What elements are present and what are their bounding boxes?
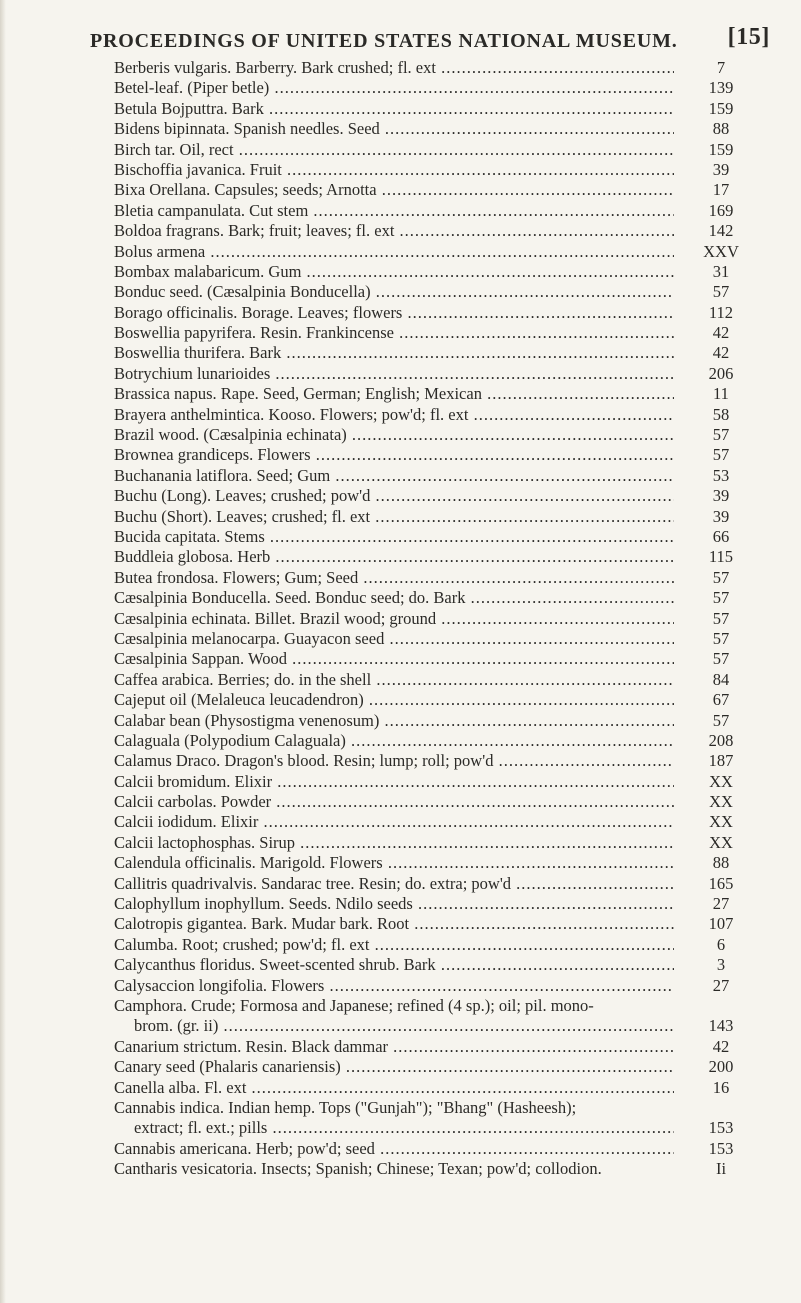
index-entry xyxy=(0,731,801,751)
index-entry xyxy=(0,201,801,221)
entry-text: Cannabis indica. Indian hemp. Tops ("Gunjah"); "Bhang" (Hasheesh); extract; fl. ext.; pills ..... xyxy=(114,1098,674,1139)
running-title: PROCEEDINGS OF UNITED STATES NATIONAL MUSEUM. xyxy=(90,30,678,52)
page-header xyxy=(90,24,770,56)
entry-text: Calabar bean (Physostigma venenosum) ..... xyxy=(114,711,674,731)
entry-page: 107 xyxy=(708,914,734,934)
entry-page: 57 xyxy=(712,608,730,628)
entry-page: 27 xyxy=(712,894,730,914)
entry-page: 57 xyxy=(712,588,730,608)
index-entry xyxy=(0,792,801,812)
entry-text: Buddleia globosa. Herb ..... xyxy=(114,547,674,567)
entry-page: XX xyxy=(709,832,733,852)
entry-text: Calcii carbolas. Powder ..... xyxy=(114,792,674,812)
index-entry xyxy=(0,303,801,323)
entry-page: 42 xyxy=(712,323,730,343)
entry-text: Birch tar. Oil, rect ..... xyxy=(114,140,674,160)
entry-page: 143 xyxy=(708,1016,734,1036)
entry-page: 206 xyxy=(708,363,734,383)
index-entry xyxy=(0,588,801,608)
entry-page: 16 xyxy=(712,1077,730,1097)
index-entry xyxy=(0,282,801,302)
entry-text: Betula Bojputtra. Bark ..... xyxy=(114,99,674,119)
index-entry xyxy=(0,58,801,78)
index-entry xyxy=(0,384,801,404)
entry-text: Canarium strictum. Resin. Black dammar ..... xyxy=(114,1037,674,1057)
entry-text: Bombax malabaricum. Gum ..... xyxy=(114,262,674,282)
entry-text: Cæsalpinia Sappan. Wood ..... xyxy=(114,649,674,669)
index-entry xyxy=(0,649,801,669)
entry-page: 57 xyxy=(712,649,730,669)
entry-page: 57 xyxy=(712,445,730,465)
index-entry xyxy=(0,119,801,139)
index-entry xyxy=(0,894,801,914)
entry-page: 42 xyxy=(712,343,730,363)
entry-text: Calcii iodidum. Elixir ..... xyxy=(114,812,674,832)
entry-page: 53 xyxy=(712,465,730,485)
index-entry xyxy=(0,772,801,792)
entry-page: 17 xyxy=(712,180,730,200)
entry-page: 31 xyxy=(712,261,730,281)
index-entry xyxy=(0,445,801,465)
entry-page: XX xyxy=(709,771,733,791)
index-entry xyxy=(0,140,801,160)
entry-page: 57 xyxy=(712,425,730,445)
index-entry xyxy=(0,78,801,98)
entry-text: Callitris quadrivalvis. Sandarac tree. Resin; do. extra; pow'd ..... xyxy=(114,874,674,894)
entry-page: 153 xyxy=(708,1118,734,1138)
index-entry xyxy=(0,833,801,853)
index-entry xyxy=(0,1037,801,1057)
entry-text: Brownea grandiceps. Flowers ..... xyxy=(114,445,674,465)
entry-page: 57 xyxy=(712,628,730,648)
entry-text: Caffea arabica. Berries; do. in the shell ..... xyxy=(114,670,674,690)
entry-page: 7 xyxy=(716,58,726,77)
entry-text: Calamus Draco. Dragon's blood. Resin; lump; roll; pow'd ..... xyxy=(114,751,674,771)
index-entry xyxy=(0,711,801,731)
entry-text: Calumba. Root; crushed; pow'd; fl. ext ..... xyxy=(114,935,674,955)
entry-page: 187 xyxy=(708,751,734,771)
index-entry xyxy=(0,507,801,527)
entry-text: Camphora. Crude; Formosa and Japanese; refined (4 sp.); oil; pil. mono- brom. (gr. ii) ..... xyxy=(114,996,674,1037)
index-entry xyxy=(0,180,801,200)
entry-page: 42 xyxy=(712,1036,730,1056)
entry-text: Borago officinalis. Borage. Leaves; flowers ..... xyxy=(114,303,674,323)
entry-page: 112 xyxy=(708,302,734,322)
index-entry xyxy=(0,323,801,343)
index-entry xyxy=(0,751,801,771)
entry-text: Canella alba. Fl. ext ..... xyxy=(114,1078,674,1098)
entry-page: 139 xyxy=(708,78,734,98)
entry-text: Cæsalpinia echinata. Billet. Brazil wood; ground ..... xyxy=(114,609,674,629)
index-entry xyxy=(0,364,801,384)
entry-text: Calotropis gigantea. Bark. Mudar bark. Root ..... xyxy=(114,914,674,934)
index-entry xyxy=(0,914,801,934)
page-number: [15] xyxy=(727,24,770,50)
entry-page: 57 xyxy=(712,710,730,730)
index-entry xyxy=(0,1057,801,1077)
entry-text: Cannabis americana. Herb; pow'd; seed ..... xyxy=(114,1139,674,1159)
index-entry xyxy=(0,690,801,710)
entry-text: Botrychium lunarioides ..... xyxy=(114,364,674,384)
entry-page: 84 xyxy=(712,669,730,689)
entry-page: 165 xyxy=(708,873,734,893)
entry-text: Boldoa fragrans. Bark; fruit; leaves; fl. ext ..... xyxy=(114,221,674,241)
entry-text: Calcii bromidum. Elixir ..... xyxy=(114,772,674,792)
entry-page: 142 xyxy=(708,221,734,241)
index-entry xyxy=(0,99,801,119)
entry-page: 11 xyxy=(713,384,729,404)
entry-page: 88 xyxy=(712,119,730,139)
entry-text: Betel-leaf. (Piper betle) ..... xyxy=(114,78,674,98)
entry-page: 67 xyxy=(712,690,730,710)
index-entry xyxy=(0,242,801,262)
entry-text: Brazil wood. (Cæsalpinia echinata) ..... xyxy=(114,425,674,445)
entry-page: 159 xyxy=(708,98,734,118)
entry-page: 39 xyxy=(712,506,730,526)
entry-text: Berberis vulgaris. Barberry. Bark crushed; fl. ext ..... xyxy=(114,58,674,78)
index-entry xyxy=(0,874,801,894)
entry-text: Brayera anthelmintica. Kooso. Flowers; pow'd; fl. ext ..... xyxy=(114,405,674,425)
entry-text: Cæsalpinia melanocarpa. Guayacon seed ..... xyxy=(114,629,674,649)
entry-page: XXV xyxy=(703,241,739,261)
entry-text: Cantharis vesicatoria. Insects; Spanish; Chinese; Texan; pow'd; collodion. xyxy=(114,1159,602,1179)
index-entry xyxy=(0,629,801,649)
index-entry xyxy=(0,935,801,955)
index-entry xyxy=(0,955,801,975)
entry-text: Boswellia papyrifera. Resin. Frankincense ..... xyxy=(114,323,674,343)
index-entry xyxy=(0,527,801,547)
entry-text: Brassica napus. Rape. Seed, German; English; Mexican ..... xyxy=(114,384,674,404)
entry-page: XX xyxy=(709,812,733,832)
index-entry xyxy=(0,425,801,445)
entry-page: 208 xyxy=(708,730,734,750)
entry-page: 88 xyxy=(712,853,730,873)
entry-text: Buchu (Short). Leaves; crushed; fl. ext ..... xyxy=(114,507,674,527)
entry-page: 57 xyxy=(712,567,730,587)
entry-page: 57 xyxy=(712,282,730,302)
entry-text: Calendula officinalis. Marigold. Flowers ..... xyxy=(114,853,674,873)
index-entry xyxy=(0,221,801,241)
entry-text: Buchanania latiflora. Seed; Gum ..... xyxy=(114,466,674,486)
entry-page: 39 xyxy=(712,159,730,179)
entry-page: 3 xyxy=(716,955,726,975)
entry-page: 200 xyxy=(708,1057,734,1077)
entry-page: Ii xyxy=(715,1159,727,1179)
entry-text: Calysaccion longifolia. Flowers ..... xyxy=(114,976,674,996)
index-entries xyxy=(0,58,801,1180)
index-entry xyxy=(0,262,801,282)
entry-page: 39 xyxy=(712,486,730,506)
index-entry xyxy=(0,568,801,588)
index-entry xyxy=(0,405,801,425)
entry-page: 27 xyxy=(712,975,730,995)
entry-page: 153 xyxy=(708,1138,734,1158)
entry-text: Bucida capitata. Stems ..... xyxy=(114,527,674,547)
index-entry xyxy=(0,976,801,996)
index-entry xyxy=(0,996,801,1037)
index-entry xyxy=(0,609,801,629)
entry-page: XX xyxy=(709,792,733,812)
entry-page: 58 xyxy=(712,404,730,424)
entry-text: Calophyllum inophyllum. Seeds. Ndilo seeds ..... xyxy=(114,894,674,914)
entry-text: Bixa Orellana. Capsules; seeds; Arnotta ..... xyxy=(114,180,674,200)
index-entry xyxy=(0,486,801,506)
index-entry xyxy=(0,1159,801,1179)
entry-page: 159 xyxy=(708,139,734,159)
entry-text: Boswellia thurifera. Bark ..... xyxy=(114,343,674,363)
entry-page: 115 xyxy=(708,547,734,567)
index-entry xyxy=(0,1078,801,1098)
index-entry xyxy=(0,670,801,690)
entry-text: Cajeput oil (Melaleuca leucadendron) ..... xyxy=(114,690,674,710)
index-entry xyxy=(0,1098,801,1139)
index-entry xyxy=(0,1139,801,1159)
index-entry xyxy=(0,812,801,832)
entry-page: 169 xyxy=(708,200,734,220)
entry-text: Bletia campanulata. Cut stem ..... xyxy=(114,201,674,221)
index-entry xyxy=(0,853,801,873)
entry-text: Cæsalpinia Bonducella. Seed. Bonduc seed; do. Bark ..... xyxy=(114,588,674,608)
entry-text: Calycanthus floridus. Sweet-scented shrub. Bark ..... xyxy=(114,955,674,975)
entry-text: Butea frondosa. Flowers; Gum; Seed ..... xyxy=(114,568,674,588)
index-entry xyxy=(0,547,801,567)
entry-text: Bischoffia javanica. Fruit ..... xyxy=(114,160,674,180)
entry-text: Bonduc seed. (Cæsalpinia Bonducella) ..... xyxy=(114,282,674,302)
index-entry xyxy=(0,466,801,486)
entry-text: Bolus armena ..... xyxy=(114,242,674,262)
index-entry xyxy=(0,343,801,363)
entry-text: Bidens bipinnata. Spanish needles. Seed ..... xyxy=(114,119,674,139)
entry-page: 66 xyxy=(712,526,730,546)
entry-text: Calcii lactophosphas. Sirup ..... xyxy=(114,833,674,853)
entry-text: Calaguala (Polypodium Calaguala) ..... xyxy=(114,731,674,751)
index-entry xyxy=(0,160,801,180)
entry-page: 6 xyxy=(716,934,726,954)
entry-text: Canary seed (Phalaris canariensis) ..... xyxy=(114,1057,674,1077)
entry-text: Buchu (Long). Leaves; crushed; pow'd ..... xyxy=(114,486,674,506)
